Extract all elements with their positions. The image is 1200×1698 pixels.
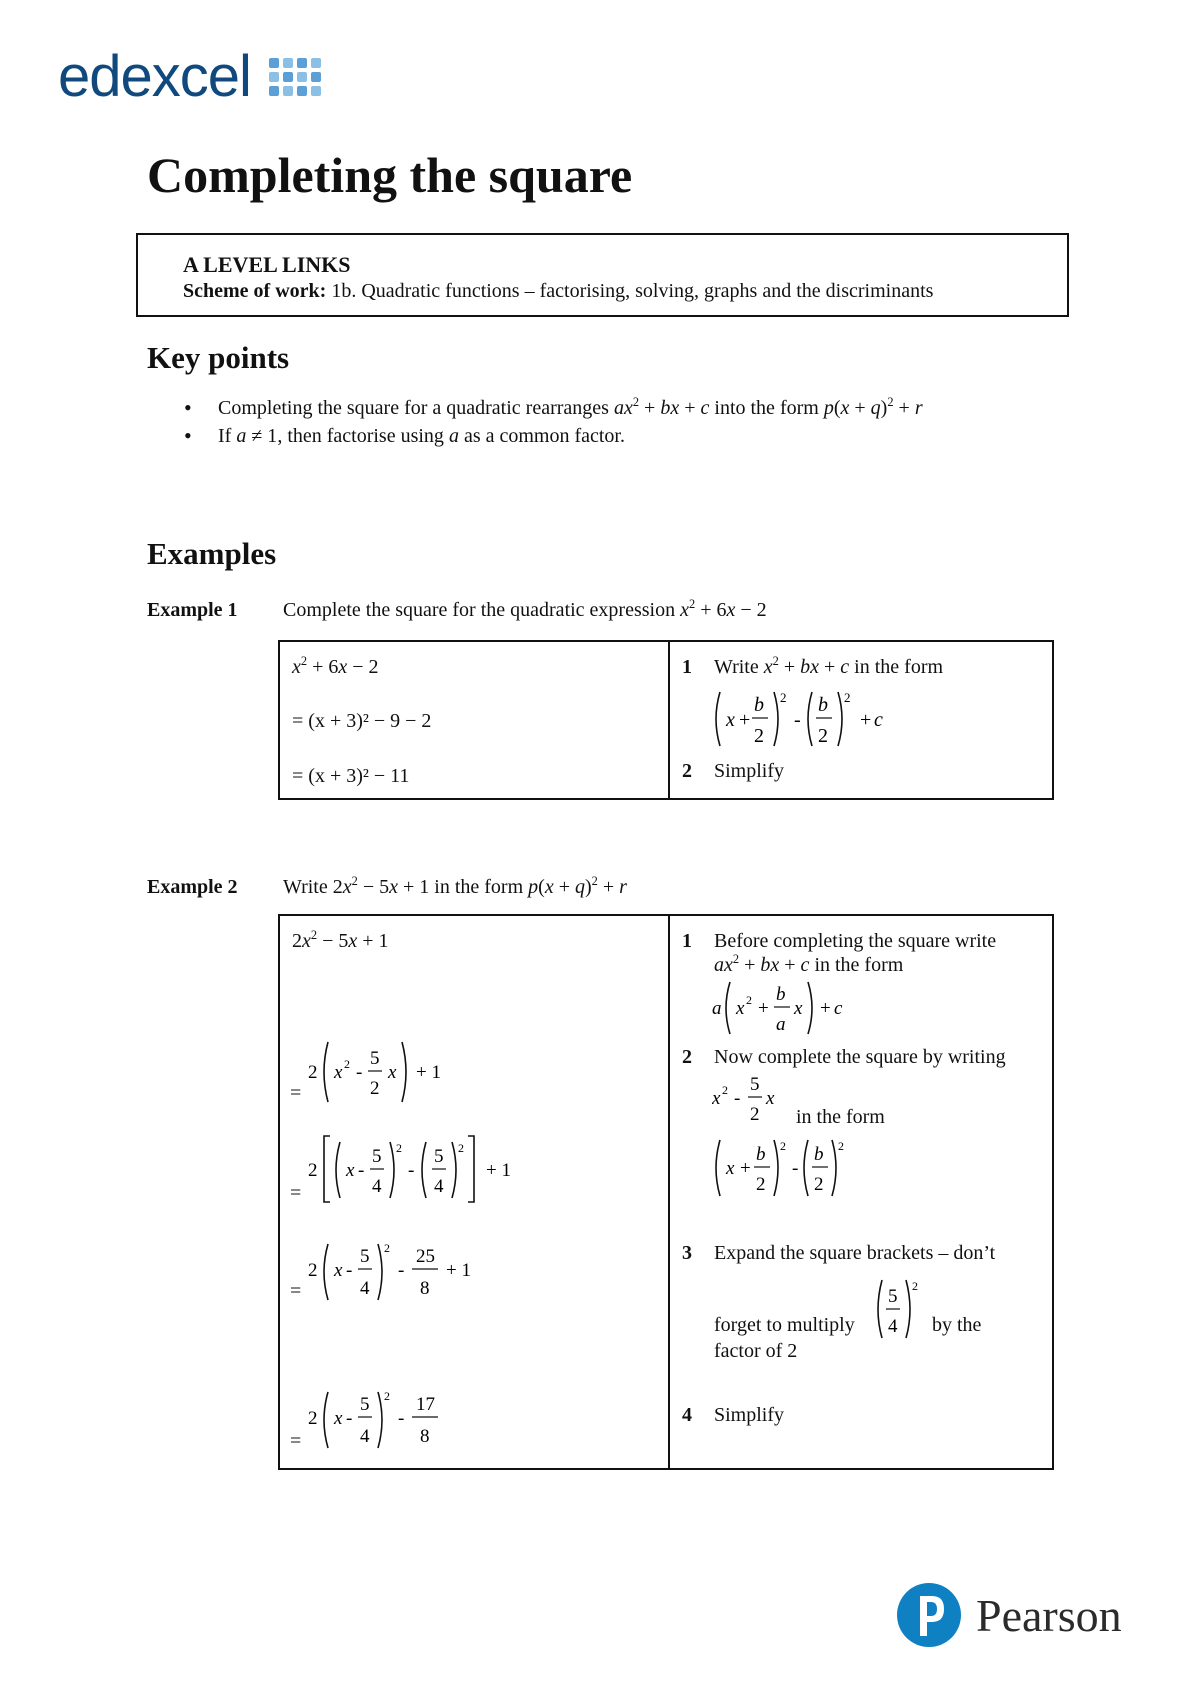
edexcel-logo [58, 44, 321, 109]
svg-text:-: - [358, 1160, 365, 1181]
svg-text:x: x [388, 1062, 397, 1083]
key-point-2: • If a ≠ 1, then factorise using a as a common factor. [184, 422, 923, 450]
example-2-step-2: Now complete the square by writing [714, 1046, 1006, 1068]
svg-text:+: + [739, 709, 751, 731]
five-quarters-squared [874, 1272, 930, 1340]
svg-text:a: a [776, 1014, 786, 1035]
step-number: 1 [682, 656, 692, 678]
svg-text:2: 2 [384, 1389, 390, 1403]
example-2-question: Write $2x^2 - 5x + 1$ in the form $p(x + q)^2 + r$ [283, 873, 627, 898]
example-2-step-3-line2: forget to multiply [714, 1314, 855, 1336]
svg-text:+: + [740, 1158, 751, 1179]
expression-to-complete [712, 1070, 792, 1126]
example-2-expression: $2x^2 - 5x + 1$ [292, 927, 389, 952]
svg-text:17: 17 [416, 1394, 435, 1415]
a-level-links-box [136, 233, 1069, 317]
svg-text:+: + [860, 709, 872, 731]
completed-square-formula [712, 1134, 892, 1198]
svg-text:2: 2 [814, 1174, 824, 1195]
step-number: 2 [682, 760, 692, 782]
svg-text:x: x [712, 1088, 721, 1109]
svg-text:-: - [346, 1408, 353, 1429]
scheme-label: Scheme of work: [183, 280, 327, 302]
scheme-text: 1b. Quadratic functions – factorising, solving, graphs and the discriminants [331, 280, 934, 302]
example-2-step-4: Simplify [714, 1404, 785, 1426]
example-1-work-2: = (x + 3)² − 11 [292, 765, 410, 787]
svg-text:b: b [756, 1144, 766, 1165]
svg-text:5: 5 [888, 1286, 898, 1307]
key-points-list [184, 394, 923, 450]
example-1-work-1: = (x + 3)² − 9 − 2 [292, 710, 432, 732]
svg-text:2: 2 [844, 690, 851, 705]
svg-text:4: 4 [888, 1316, 898, 1337]
svg-text:2: 2 [756, 1174, 766, 1195]
scheme-of-work [183, 280, 933, 303]
svg-text:a: a [712, 998, 722, 1019]
examples-heading: Examples [147, 536, 277, 571]
svg-text:x: x [334, 1260, 343, 1281]
svg-text:5: 5 [750, 1074, 760, 1095]
key-point-1: • Completing the square for a quadratic rearranges $ax^2$ + bx + c into the form $p(x + q)^2 + r$ [184, 394, 923, 422]
svg-text:2: 2 [750, 1104, 760, 1125]
example-2-step-2-tail: in the form [796, 1106, 885, 1128]
svg-text:c: c [834, 998, 843, 1019]
links-heading: A LEVEL LINKS [183, 252, 351, 277]
svg-text:2: 2 [308, 1260, 318, 1281]
key-points-heading: Key points [147, 340, 290, 375]
svg-text:-: - [792, 1158, 799, 1179]
logo-grid-icon [269, 58, 321, 96]
svg-text:-: - [794, 709, 801, 731]
svg-text:2: 2 [344, 1057, 350, 1071]
equals-sign: = [290, 1280, 302, 1302]
example-1-table [278, 640, 1054, 800]
svg-text:2: 2 [780, 690, 787, 705]
example-2-step-3-by-the: by the [932, 1314, 982, 1336]
example-2-work-2 [308, 1130, 528, 1206]
svg-text:2: 2 [370, 1078, 380, 1099]
svg-text:5: 5 [360, 1394, 370, 1415]
example-1-expression: $x^2 + 6x - 2$ [292, 653, 379, 678]
svg-text:-: - [398, 1260, 405, 1281]
svg-text:5: 5 [372, 1146, 382, 1167]
svg-text:x: x [334, 1062, 343, 1083]
svg-text:5: 5 [360, 1246, 370, 1267]
example-2-work-4 [308, 1386, 508, 1452]
svg-text:-: - [408, 1160, 415, 1181]
svg-text:-: - [356, 1062, 363, 1083]
factored-form-formula [712, 978, 882, 1038]
example-1-step-1: Write $x^2$ + bx + c in the form [714, 653, 944, 678]
svg-text:b: b [754, 694, 764, 716]
svg-text:x: x [726, 1158, 735, 1179]
svg-text:2: 2 [308, 1062, 318, 1083]
svg-text:4: 4 [360, 1278, 370, 1299]
example-2-table [278, 914, 1054, 1470]
svg-text:x: x [766, 1088, 775, 1109]
example-2-work-1 [308, 1036, 488, 1106]
step-number: 4 [682, 1404, 692, 1426]
completed-square-formula [712, 686, 932, 752]
pearson-logo [896, 1582, 1122, 1648]
step-number: 3 [682, 1242, 692, 1264]
svg-text:x: x [794, 998, 803, 1019]
svg-text:b: b [814, 1144, 824, 1165]
svg-text:2: 2 [780, 1139, 786, 1153]
svg-text:2: 2 [746, 993, 752, 1007]
example-1-label: Example 1 [147, 599, 238, 621]
equals-sign: = [290, 1082, 302, 1104]
pearson-wordmark: Pearson [976, 1589, 1122, 1641]
svg-text:c: c [874, 709, 883, 731]
svg-text:x: x [334, 1408, 343, 1429]
page-title: Completing the square [147, 147, 633, 203]
svg-text:+ 1: + 1 [486, 1160, 511, 1181]
example-1-question: Complete the square for the quadratic expression $x^2 + 6x - 2$ [283, 596, 767, 621]
svg-text:4: 4 [434, 1176, 444, 1197]
svg-text:x: x [726, 709, 735, 731]
svg-text:x: x [346, 1160, 355, 1181]
svg-text:-: - [398, 1408, 405, 1429]
svg-text:5: 5 [370, 1048, 380, 1069]
svg-text:2: 2 [818, 725, 828, 747]
svg-text:8: 8 [420, 1426, 430, 1447]
svg-text:-: - [734, 1088, 741, 1109]
svg-text:2: 2 [308, 1408, 318, 1429]
svg-text:2: 2 [754, 725, 764, 747]
step-number: 2 [682, 1046, 692, 1068]
svg-text:x: x [736, 998, 745, 1019]
example-2-step-1: Before completing the square write [714, 930, 997, 952]
svg-text:4: 4 [372, 1176, 382, 1197]
equals-sign: = [290, 1182, 302, 1204]
equals-sign: = [290, 1430, 302, 1452]
svg-text:+ 1: + 1 [416, 1062, 441, 1083]
example-2-work-3 [308, 1238, 508, 1304]
svg-text:2: 2 [722, 1083, 728, 1097]
example-1-step-2: Simplify [714, 760, 785, 782]
svg-text:b: b [818, 694, 828, 716]
svg-text:2: 2 [458, 1141, 464, 1155]
step-number: 1 [682, 930, 692, 952]
svg-text:2: 2 [912, 1279, 918, 1293]
svg-text:b: b [776, 984, 786, 1005]
example-2-label: Example 2 [147, 876, 238, 898]
example-2-step-3-line3: factor of 2 [714, 1340, 798, 1362]
svg-text:2: 2 [384, 1241, 390, 1255]
svg-text:+: + [820, 998, 831, 1019]
pearson-p-icon [896, 1582, 962, 1648]
example-2-step-3: Expand the square brackets – don’t [714, 1242, 996, 1264]
svg-text:4: 4 [360, 1426, 370, 1447]
svg-text:2: 2 [838, 1139, 844, 1153]
example-2-step-1-line2: $ax^2$ + bx + c in the form [714, 951, 904, 976]
logo-text: edexcel [58, 44, 251, 109]
svg-text:+: + [758, 998, 769, 1019]
svg-text:+ 1: + 1 [446, 1260, 471, 1281]
svg-text:5: 5 [434, 1146, 444, 1167]
svg-text:2: 2 [308, 1160, 318, 1181]
svg-text:25: 25 [416, 1246, 435, 1267]
svg-text:2: 2 [396, 1141, 402, 1155]
svg-text:-: - [346, 1260, 353, 1281]
svg-text:8: 8 [420, 1278, 430, 1299]
